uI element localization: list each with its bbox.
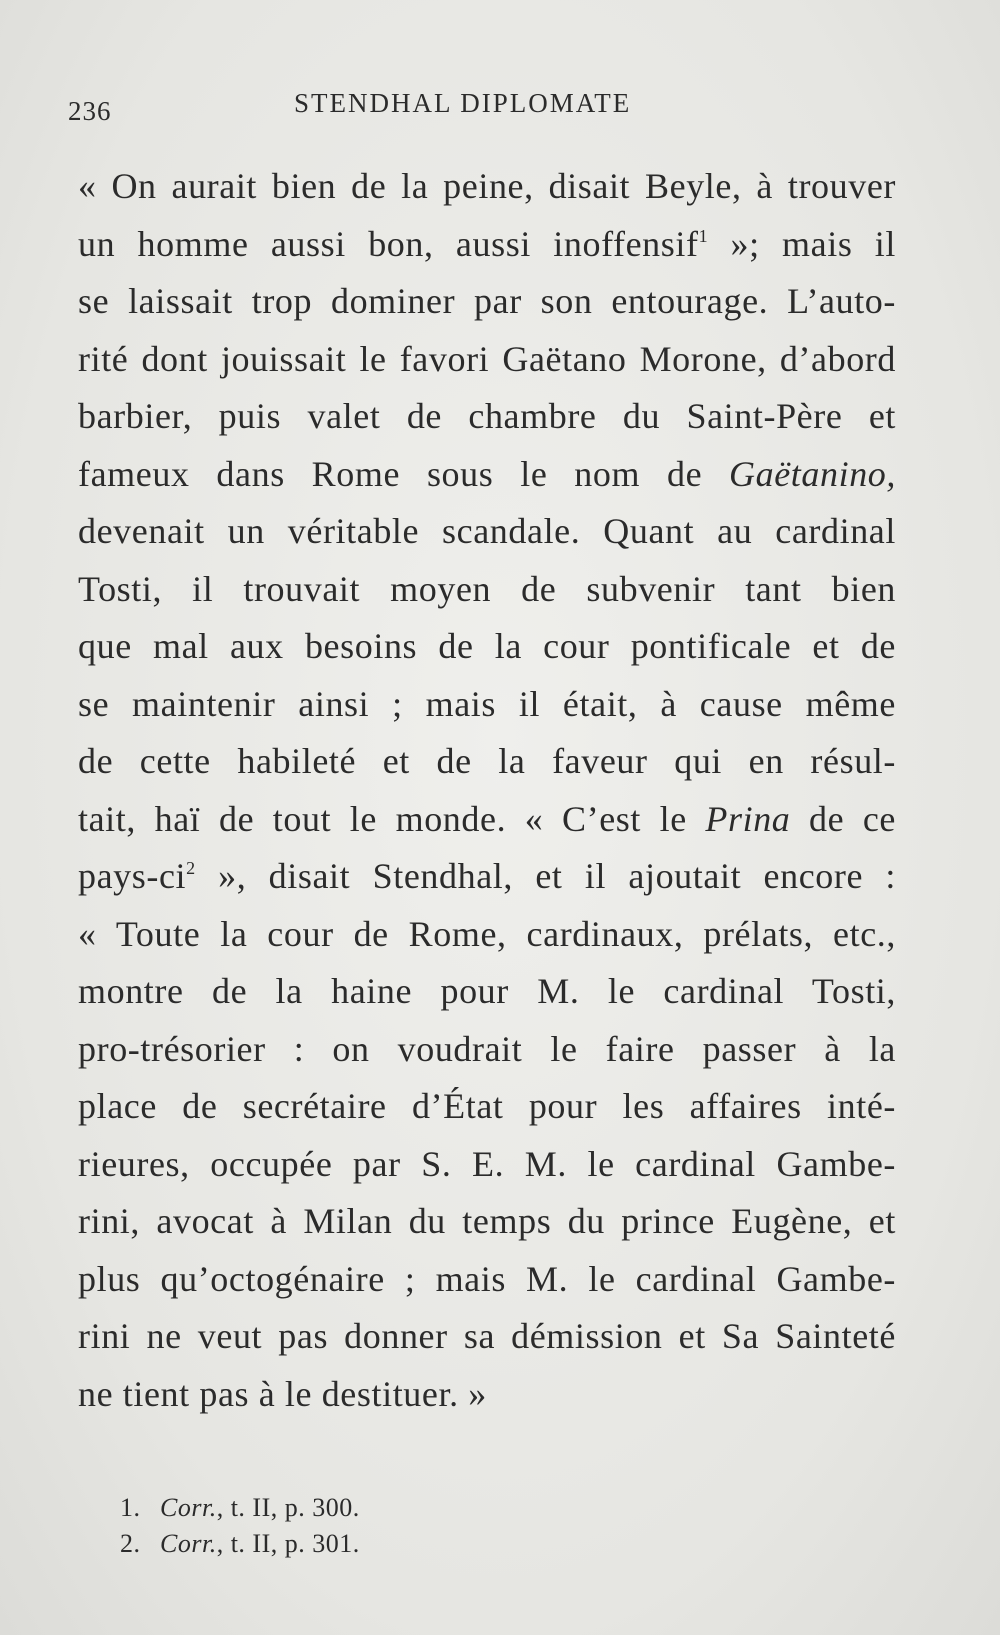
footnote-source: Corr. (160, 1493, 217, 1522)
footnote-ref: 1 (698, 225, 709, 246)
footnote-reference: , t. II, p. 300. (216, 1493, 360, 1522)
footnote-source: Corr. (160, 1529, 217, 1558)
body-text (78, 158, 896, 1423)
text-line: plus qu’octogénaire ; mais M. le cardinal Gambe- (78, 1258, 896, 1299)
text-line: un homme aussi bon, aussi inoffensif$^1$ »; mais il (78, 223, 896, 264)
text-line: Tosti, il trouvait moyen de subvenir tant bien (78, 568, 896, 609)
italic-name: Prina (705, 798, 791, 839)
text-line: tait, haï de tout le monde. « C’est le Prina de ce (78, 798, 896, 839)
text-line: rini, avocat à Milan du temps du prince Eugène, et (78, 1201, 896, 1241)
text-line: rini ne veut pas donner sa démission et Sa Sainteté (78, 1316, 896, 1356)
text-line: « On aurait bien de la peine, disait Beyle, à trouver (78, 166, 896, 206)
text-line: rité dont jouissait le favori Gaëtano Morone, d’abord (78, 338, 896, 379)
footnote (120, 1490, 620, 1526)
text-line: rieures, occupée par S. E. M. le cardinal Gambe- (78, 1143, 896, 1184)
text-line: barbier, puis valet de chambre du Saint-Père et (78, 396, 896, 436)
text-line: place de secrétaire d’État pour les affaires inté- (78, 1086, 896, 1126)
footnotes (120, 1490, 620, 1562)
footnote (120, 1526, 620, 1562)
text-line: pro-trésorier : on voudrait le faire passer à la (78, 1028, 896, 1069)
running-title: STENDHAL DIPLOMATE (294, 88, 632, 118)
footnote-reference: , t. II, p. 301. (216, 1529, 360, 1558)
text-line: se maintenir ainsi ; mais il était, à cause même (78, 683, 896, 724)
text-line: pays-$ci^2$ », disait Stendhal, et il ajoutait encore : (78, 856, 896, 896)
text-line: que mal aux besoins de la cour pontificale et de (78, 626, 896, 666)
text-line: se laissait trop dominer par son entourage. L’auto- (78, 281, 896, 321)
text-line: ne tient pas à le destituer. » (78, 1373, 487, 1414)
text-line: « Toute la cour de Rome, cardinaux, prélats, etc., (78, 913, 896, 954)
text-line: devenait un véritable scandale. Quant au cardinal (78, 511, 896, 551)
page-number: 236 (68, 96, 112, 126)
italic-name: Gaëtanino, (729, 453, 896, 494)
text-line: fameux dans Rome sous le nom de Gaëtanino, (78, 453, 896, 494)
page-header (68, 88, 888, 128)
footnote-number: 1. (120, 1493, 141, 1522)
text-line: de cette habileté et de la faveur qui en résul- (78, 741, 896, 781)
footnote-ref: 2 (186, 858, 196, 878)
text-line: montre de la haine pour M. le cardinal Tosti, (78, 971, 896, 1011)
footnote-number: 2. (120, 1529, 141, 1558)
